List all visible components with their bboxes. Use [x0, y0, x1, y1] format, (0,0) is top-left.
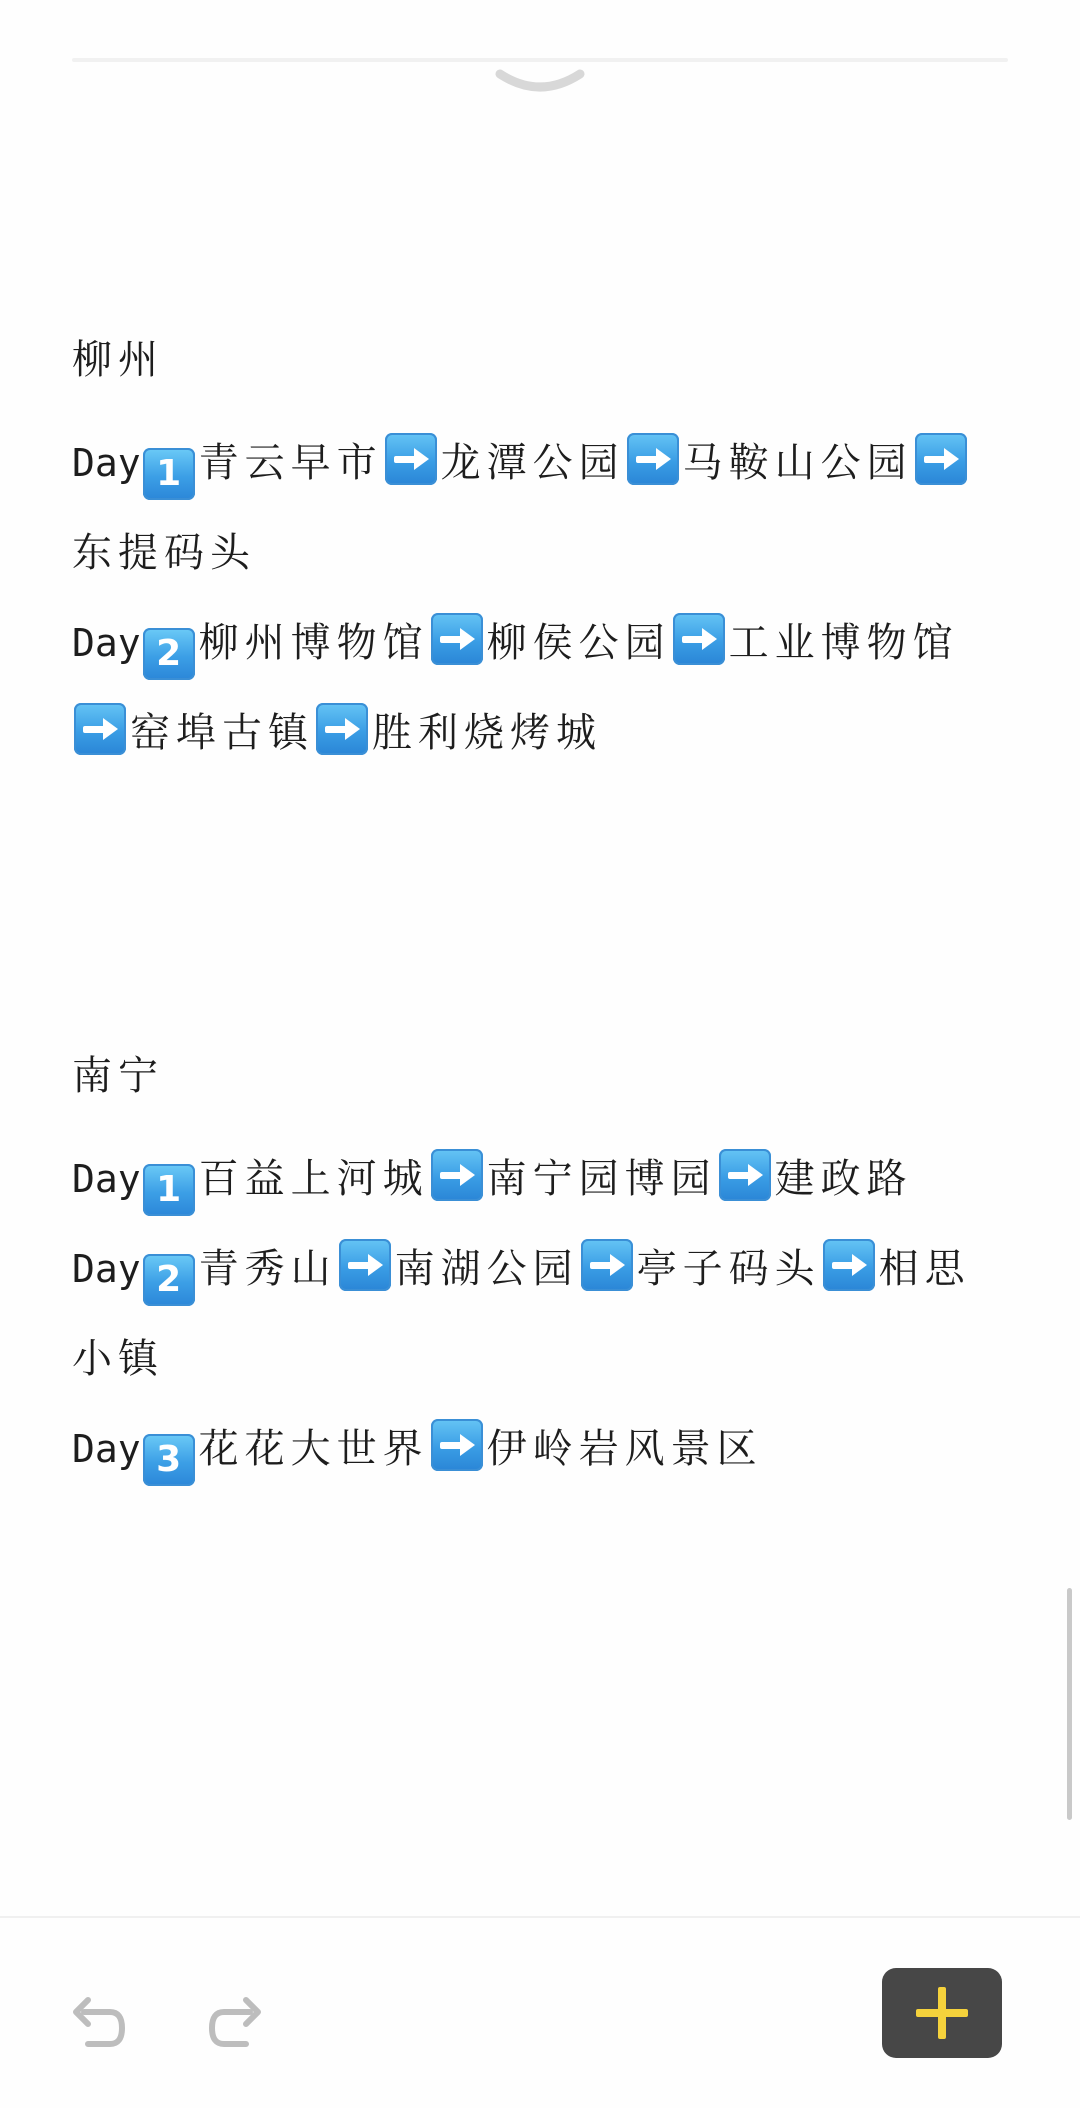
right-arrow-icon — [431, 1149, 483, 1201]
add-button[interactable] — [882, 1968, 1002, 2058]
itinerary-stop: 青秀山 — [198, 1246, 337, 1292]
right-arrow-icon — [385, 433, 437, 485]
right-arrow-icon — [581, 1239, 633, 1291]
itinerary-stop: 青云早市 — [198, 440, 383, 486]
keycap-number-icon: 1 — [143, 448, 195, 500]
day-label: Day — [72, 1427, 141, 1471]
undo-icon — [66, 1990, 130, 2054]
city-heading: 南宁 — [72, 1053, 164, 1099]
day-label: Day — [72, 1247, 141, 1291]
itinerary-stop: 南湖公园 — [394, 1246, 579, 1292]
right-arrow-icon — [431, 1419, 483, 1471]
right-arrow-icon — [719, 1149, 771, 1201]
keycap-number-icon: 1 — [143, 1164, 195, 1216]
itinerary-stop: 南宁园博园 — [486, 1156, 717, 1202]
itinerary-stop: 龙潭公园 — [440, 440, 625, 486]
itinerary-stop: 工业博物馆 — [728, 620, 959, 666]
scrollbar[interactable] — [1067, 1588, 1072, 1820]
itinerary-stop: 亭子码头 — [636, 1246, 821, 1292]
itinerary-stop: 柳侯公园 — [486, 620, 671, 666]
right-arrow-icon — [915, 433, 967, 485]
right-arrow-icon — [823, 1239, 875, 1291]
chevron-down-icon — [494, 68, 586, 102]
itinerary-stop: 马鞍山公园 — [682, 440, 913, 486]
itinerary-stop: 花花大世界 — [198, 1426, 429, 1472]
undo-button[interactable] — [66, 1990, 130, 2054]
day-itinerary — [72, 1224, 1008, 1404]
keycap-number-icon: 2 — [143, 628, 195, 680]
itinerary-stop: 窑埠古镇 — [130, 710, 314, 756]
day-label: Day — [72, 621, 141, 665]
itinerary-stop: 相思小镇 — [72, 1246, 971, 1382]
right-arrow-icon — [431, 613, 483, 665]
right-arrow-icon — [339, 1239, 391, 1291]
day-itinerary — [72, 598, 1008, 778]
right-arrow-icon — [673, 613, 725, 665]
collapse-handle[interactable] — [494, 68, 586, 102]
itinerary-stop: 胜利烧烤城 — [372, 710, 602, 756]
itinerary-stop: 建政路 — [774, 1156, 913, 1202]
day-itinerary — [72, 1404, 1008, 1494]
top-divider — [72, 58, 1008, 62]
itinerary-stop: 东提码头 — [72, 530, 256, 576]
blank-lines — [72, 778, 1008, 1046]
plus-icon — [912, 1983, 972, 2043]
itinerary-stop: 伊岭岩风景区 — [486, 1426, 763, 1472]
itinerary-stop: 百益上河城 — [198, 1156, 429, 1202]
bottom-toolbar — [0, 1916, 1080, 2108]
day-itinerary — [72, 418, 1008, 598]
right-arrow-icon — [74, 703, 126, 755]
keycap-number-icon: 3 — [143, 1434, 195, 1486]
right-arrow-icon — [627, 433, 679, 485]
note-editor[interactable] — [72, 330, 1008, 1494]
day-label: Day — [72, 441, 141, 485]
city-heading: 柳州 — [72, 337, 164, 383]
right-arrow-icon — [316, 703, 368, 755]
itinerary-stop: 柳州博物馆 — [198, 620, 429, 666]
redo-icon — [204, 1990, 268, 2054]
keycap-number-icon: 2 — [143, 1254, 195, 1306]
day-itinerary — [72, 1134, 1008, 1224]
day-label: Day — [72, 1157, 141, 1201]
redo-button[interactable] — [204, 1990, 268, 2054]
